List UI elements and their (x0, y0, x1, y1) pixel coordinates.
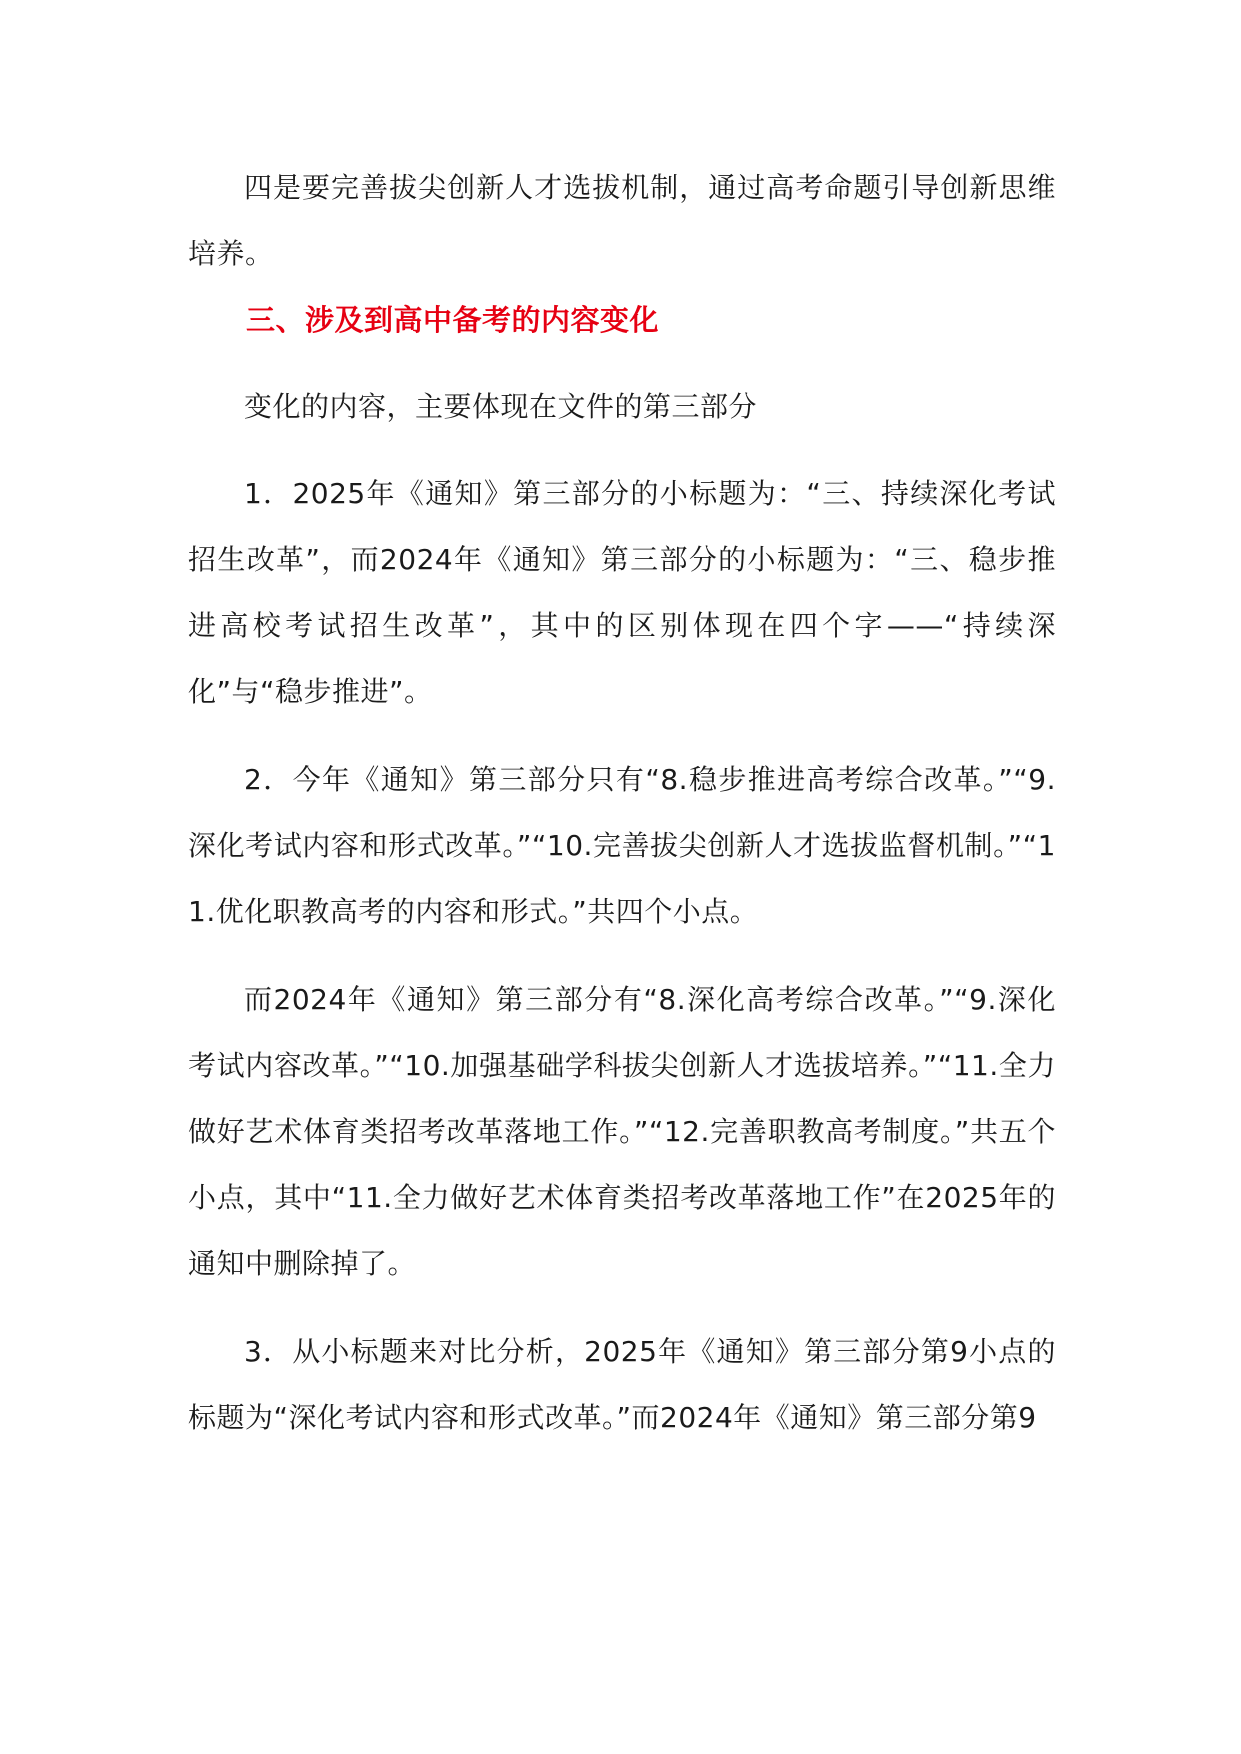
document-body (188, 155, 1056, 1451)
paragraph-point-3: 3．从小标题来对比分析，2025年《通知》第三部分第9小点的标题为“深化考试内容和形式改革。”而2024年《通知》第三部分第9 (188, 1335, 1056, 1434)
paragraph-innovation: 四是要完善拔尖创新人才选拔机制，通过高考命题引导创新思维培养。 (188, 171, 1056, 270)
section-heading: 三、涉及到高中备考的内容变化 (246, 303, 660, 337)
paragraph-intro: 变化的内容，主要体现在文件的第三部分 (244, 390, 758, 423)
paragraph-point-2: 2．今年《通知》第三部分只有“8.稳步推进高考综合改革。”“9.深化考试内容和形式改革。”“10.完善拔尖创新人才选拔监督机制。”“11.优化职教高考的内容和形式。”共四个小点。 (188, 763, 1056, 928)
paragraph-point-1: 1．2025年《通知》第三部分的小标题为：“三、持续深化考试招生改革”，而2024年《通知》第三部分的小标题为：“三、稳步推进高校考试招生改革”，其中的区别体现在四个字——“持续深化”与“稳步推进”。 (188, 477, 1056, 708)
paragraph-2024-comparison: 而2024年《通知》第三部分有“8.深化高考综合改革。”“9.深化考试内容改革。”“10.加强基础学科拔尖创新人才选拔培养。”“11.全力做好艺术体育类招考改革落地工作。”“12.完善职教高考制度。”共五个小点，其中“11.全力做好艺术体育类招考改革落地工作”在2025年的通知中删除掉了。 (188, 983, 1056, 1280)
